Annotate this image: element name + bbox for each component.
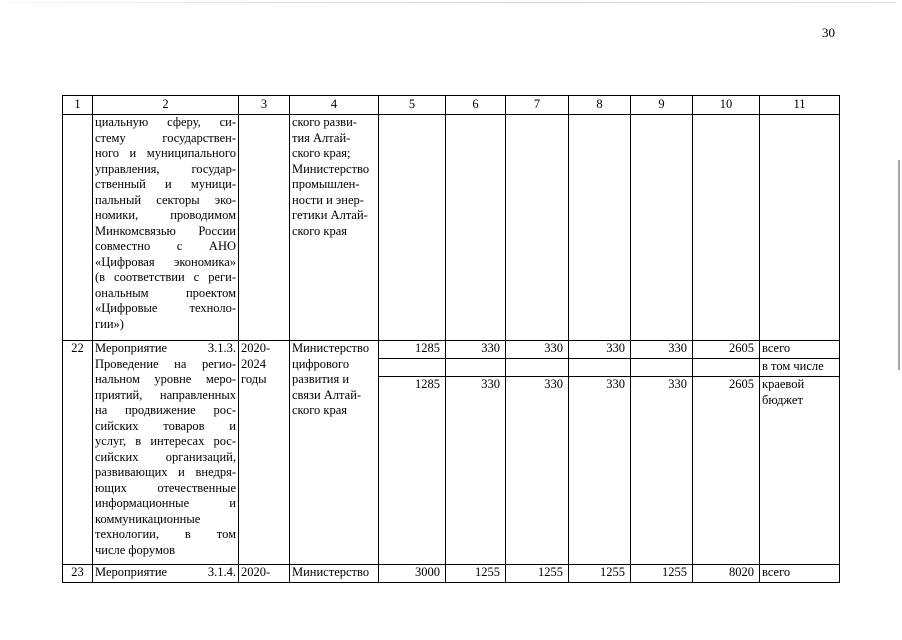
value-cell xyxy=(631,115,693,341)
value-2021: 330 xyxy=(446,377,506,565)
value-total: 2605 xyxy=(693,377,760,565)
source-label: в том числе xyxy=(760,359,840,377)
value-2022: 330 xyxy=(506,341,569,359)
value-2023: 330 xyxy=(569,377,631,565)
executor-cell: Министерство xyxy=(290,565,379,583)
col-header-4: 4 xyxy=(290,96,379,115)
scan-margin-mark xyxy=(898,160,900,370)
source-cell xyxy=(760,115,840,341)
value-cell xyxy=(631,359,693,377)
value-total: 8020 xyxy=(693,565,760,583)
value-cell xyxy=(446,359,506,377)
scan-edge-artifact xyxy=(10,2,896,3)
measure-description: циальную сферу, си- стему государствен- ного и муниципального управления, государ- ственный и муници- пальный секторы эко- номики, проводимом Минкомсвязью России совместно с АНО «Цифровая экономика» (в соответствии с реги- ональным проектом «Цифровые техноло- гии») xyxy=(93,115,239,341)
term-cell xyxy=(239,115,290,341)
source-label: всего xyxy=(760,341,840,359)
value-2022: 330 xyxy=(506,377,569,565)
row-num xyxy=(63,115,93,341)
executor-cell: Министерство цифрового развития и связи Алтай- ского края xyxy=(290,341,379,565)
value-2020: 1285 xyxy=(379,341,446,359)
value-2022: 1255 xyxy=(506,565,569,583)
value-cell xyxy=(569,115,631,341)
page-number: 30 xyxy=(822,25,835,40)
table-row-23 xyxy=(63,565,840,583)
measure-description: Мероприятие 3.1.4. xyxy=(93,565,239,583)
value-2020: 1285 xyxy=(379,377,446,565)
value-2023: 1255 xyxy=(569,565,631,583)
source-label: краевой бюджет xyxy=(760,377,840,565)
measure-description: Мероприятие 3.1.3. Проведение на регио- нальном уровне меро- приятий, направленных на продвижение рос- сийских товаров и услуг, в интересах рос- сийских организаций, развивающих и внедря- ющих отечественные информационные и коммуникационные технологии, в том числе форумов xyxy=(93,341,239,565)
value-cell xyxy=(569,359,631,377)
value-2023: 330 xyxy=(569,341,631,359)
value-total: 2605 xyxy=(693,341,760,359)
col-header-1: 1 xyxy=(63,96,93,115)
source-label: всего xyxy=(760,565,840,583)
col-header-11: 11 xyxy=(760,96,840,115)
col-header-6: 6 xyxy=(446,96,506,115)
value-2024: 330 xyxy=(631,377,693,565)
value-2024: 330 xyxy=(631,341,693,359)
value-cell xyxy=(446,115,506,341)
program-table xyxy=(62,95,840,583)
col-header-2: 2 xyxy=(93,96,239,115)
col-header-5: 5 xyxy=(379,96,446,115)
value-cell xyxy=(693,359,760,377)
executor-cell: ского разви- тия Алтай- ского края; Министерство промышлен- ности и энер- гетики Алтай- ского края xyxy=(290,115,379,341)
col-header-3: 3 xyxy=(239,96,290,115)
col-header-8: 8 xyxy=(569,96,631,115)
value-cell xyxy=(506,359,569,377)
term-cell: 2020- xyxy=(239,565,290,583)
table-row-continuation xyxy=(63,115,840,341)
term-cell: 2020- 2024 годы xyxy=(239,341,290,565)
row-num: 22 xyxy=(63,341,93,565)
header-row xyxy=(63,96,840,115)
value-cell xyxy=(379,115,446,341)
value-cell xyxy=(693,115,760,341)
value-cell xyxy=(379,359,446,377)
value-2021: 1255 xyxy=(446,565,506,583)
value-2020: 3000 xyxy=(379,565,446,583)
table-row-22-total xyxy=(63,341,840,359)
col-header-10: 10 xyxy=(693,96,760,115)
value-2024: 1255 xyxy=(631,565,693,583)
row-num: 23 xyxy=(63,565,93,583)
value-2021: 330 xyxy=(446,341,506,359)
col-header-7: 7 xyxy=(506,96,569,115)
col-header-9: 9 xyxy=(631,96,693,115)
value-cell xyxy=(506,115,569,341)
